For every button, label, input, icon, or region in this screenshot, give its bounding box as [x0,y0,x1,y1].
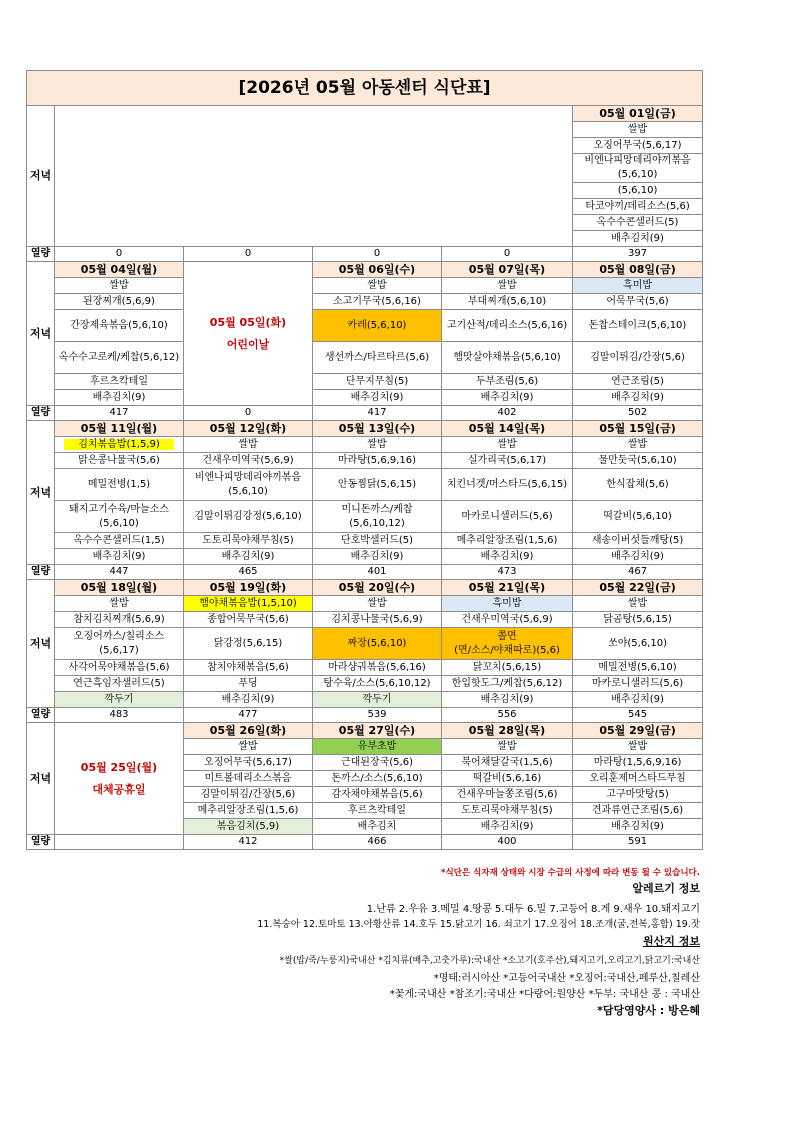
menu-item: 미트볼데리소스볶음 [184,771,313,787]
kcal-value: 556 [442,708,573,723]
kcal-value: 397 [573,247,703,262]
menu-item: 배추김치(9) [442,692,573,708]
menu-item [55,437,184,453]
menu-item: 닭강정(5,6,15) [184,628,313,660]
menu-item: 쌀밥 [55,596,184,612]
menu-item: 견과류연근조림(5,6) [573,803,703,819]
date-cell: 05월 22일(금) [573,580,703,596]
menu-item: 비엔나피망데리야끼볶음(5,6,10) [184,469,313,501]
date-cell: 05월 27일(수) [313,723,442,739]
date-cell: 05월 01일(금) [573,106,703,122]
menu-item: 옥수수고로케/케찹(5,6,12) [55,342,184,374]
allergy-title: 알레르기 정보 [632,882,700,895]
menu-item: 물만둣국(5,6,10) [573,453,703,469]
menu-item: 푸딩 [184,676,313,692]
row-label-dinner: 저녁 [27,106,55,247]
kcal-value: 447 [55,565,184,580]
row-label-dinner: 저녁 [27,723,55,835]
menu-item: 간장제육볶음(5,6,10) [55,310,184,342]
menu-item: 오징어무국(5,6,17) [184,755,313,771]
menu-item: 마카로니샐러드(5,6) [442,501,573,533]
menu-item: 부대찌개(5,6,10) [442,294,573,310]
kcal-value: 402 [442,406,573,421]
menu-item-line: (면/소스/야채따로)(5,6) [454,644,560,656]
date-cell: 05월 15일(금) [573,421,703,437]
allergy-line: 1.난류 2.우유 3.메밀 4.땅콩 5.대두 6.밀 7.고등어 8.게 9.새우 10.돼지고기 [366,904,700,915]
menu-item: 북어채달갈국(1,5,6) [442,755,573,771]
menu-item: 오리훈제머스타드무침 [573,771,703,787]
holiday-label: 어린이날 [226,337,270,351]
holiday-cell [184,262,313,406]
menu-item: 쌀밥 [313,437,442,453]
menu-item: 오징어까스/칠리소스(5,6,17) [55,628,184,660]
menu-item: 떡갈비(5,6,16) [442,771,573,787]
menu-item: 김치콩나물국(5,6,9) [313,612,442,628]
row-label-kcal: 열량 [27,835,55,850]
row-label-dinner: 저녁 [27,421,55,565]
menu-item: 닭곰탕(5,6,15) [573,612,703,628]
menu-item: 후르츠칵테일 [55,374,184,390]
menu-item: 깍두기 [313,692,442,708]
row-label-kcal: 열량 [27,247,55,262]
date-cell: 05월 08일(금) [573,262,703,278]
date-cell: 05월 06일(수) [313,262,442,278]
kcal-value [55,835,184,850]
menu-item: 배추김치(9) [184,549,313,565]
kcal-value: 0 [313,247,442,262]
origin-line: *꽃게:국내산 *참조기:국내산 *다랑어:원양산 *두부: 국내산 콩 : 국내산 [389,989,700,1000]
menu-item: 치킨너겟/머스타드(5,6,15) [442,469,573,501]
menu-item: 연근조림(5) [573,374,703,390]
menu-item: 한식잡채(5,6) [573,469,703,501]
menu-item: 배추김치(9) [55,390,184,406]
holiday-cell [55,723,184,835]
menu-item: 사각어묵야채볶음(5,6) [55,660,184,676]
holiday-date: 05월 25일(월) [80,760,158,774]
menu-item: 쌀밥 [442,437,573,453]
kcal-value: 473 [442,565,573,580]
menu-item: 카레(5,6,10) [313,310,442,342]
date-cell: 05월 13일(수) [313,421,442,437]
menu-item: 유부초밥 [313,739,442,755]
menu-item: 도토리묵야채무침(5) [184,533,313,549]
menu-item: 고구마맛탕(5) [573,787,703,803]
menu-table [26,70,703,850]
menu-item: 쌀밥 [573,739,703,755]
menu-item: 배추김치(9) [573,692,703,708]
menu-item: 배추김치(9) [442,549,573,565]
menu-item: 닭꼬치(5,6,15) [442,660,573,676]
notice-text: *식단은 식자재 상태와 시장 수급의 사정에 따라 변동 될 수 있습니다. [441,868,700,878]
menu-item: 쌀밥 [184,739,313,755]
menu-item: 돈찹스테이크(5,6,10) [573,310,703,342]
menu-item: 마라샹궈볶음(5,6,16) [313,660,442,676]
date-cell: 05월 28일(목) [442,723,573,739]
menu-item: 짜장(5,6,10) [313,628,442,660]
menu-item: 쌀밥 [573,437,703,453]
menu-item [442,628,573,660]
menu-item: 단무지무침(5) [313,374,442,390]
menu-item: 참치김치찌개(5,6,9) [55,612,184,628]
menu-item: 돼지고기수육/마늘소스(5,6,10) [55,501,184,533]
menu-item: 김말이튀김강정(5,6,10) [184,501,313,533]
highlight-text: 김치볶음밥(1,5,9) [64,439,174,450]
kcal-value: 591 [573,835,703,850]
menu-item: 김말이튀김/간장(5,6) [573,342,703,374]
date-cell: 05월 19일(화) [184,580,313,596]
empty-cell [55,106,573,247]
menu-item: 한입핫도그/케찹(5,6,12) [442,676,573,692]
menu-item: 떡갈비(5,6,10) [573,501,703,533]
menu-item: 쌀밥 [573,596,703,612]
row-label-dinner: 저녁 [27,262,55,406]
menu-item: 후르츠칵테일 [313,803,442,819]
date-cell: 05월 04일(월) [55,262,184,278]
menu-item: 소고기무국(5,6,16) [313,294,442,310]
row-label-kcal: 열량 [27,406,55,421]
menu-item: 타코야끼/데리소스(5,6) [573,199,703,215]
menu-item: 쌀밥 [55,278,184,294]
menu-item: 쏘야(5,6,10) [573,628,703,660]
row-label-dinner: 저녁 [27,580,55,708]
holiday-date: 05월 05일(화) [209,315,287,329]
date-cell: 05월 12일(화) [184,421,313,437]
menu-item: 옥수수콘샐러드(1,5) [55,533,184,549]
menu-item: 안동찜닭(5,6,15) [313,469,442,501]
date-cell: 05월 26일(화) [184,723,313,739]
row-label-kcal: 열량 [27,708,55,723]
date-cell: 05월 14일(목) [442,421,573,437]
menu-item: 탕수육/소스(5,6,10,12) [313,676,442,692]
menu-item: 볶음김치(5,9) [184,819,313,835]
menu-item: 된장찌개(5,6,9) [55,294,184,310]
kcal-value: 417 [313,406,442,421]
menu-item: 흑미밥 [442,596,573,612]
menu-item: 배추김치(9) [442,819,573,835]
menu-item: 고기산적/데리소스(5,6,16) [442,310,573,342]
menu-item: 깍두기 [55,692,184,708]
menu-item: 배추김치(9) [55,549,184,565]
kcal-value: 539 [313,708,442,723]
menu-item: 배추김치 [313,819,442,835]
origin-title: 원산지 정보 [643,935,700,948]
date-cell: 05월 20일(수) [313,580,442,596]
kcal-value: 0 [184,247,313,262]
menu-item: 쌀밥 [442,739,573,755]
page-title: [2026년 05월 아동센터 식단표] [27,71,703,106]
menu-item: 마카로니샐러드(5,6) [573,676,703,692]
menu-item: 햄맛살야채볶음(5,6,10) [442,342,573,374]
menu-item: 옥수수콘샐러드(5) [573,215,703,231]
menu-item: 감자채야채볶음(5,6) [313,787,442,803]
kcal-value: 467 [573,565,703,580]
menu-item-line: 쫄면 [497,630,517,642]
menu-item: 쌀밥 [313,596,442,612]
kcal-value: 483 [55,708,184,723]
origin-line: *쌀(밥/죽/누룽지)국내산 *김치류(배추,고춧가루):국내산 *소고기(호주산),돼지고기,오리고기,닭고기:국내산 [279,956,700,966]
menu-item: 메추리알장조림(1,5,6) [184,803,313,819]
menu-item: 참치야채볶음(5,6) [184,660,313,676]
menu-item: 실가리국(5,6,17) [442,453,573,469]
kcal-value: 400 [442,835,573,850]
menu-item: 배추김치(9) [573,390,703,406]
menu-item: 새송이버섯들깨탕(5) [573,533,703,549]
menu-item: 비엔나피망데리야끼볶음(5,6,10) [573,154,703,183]
menu-item: 배추김치(9) [313,549,442,565]
kcal-value: 0 [184,406,313,421]
menu-item: 어묵무국(5,6) [573,294,703,310]
menu-item: 근대된장국(5,6) [313,755,442,771]
menu-item: 종합어묵무국(5,6) [184,612,313,628]
menu-item: 흑미밥 [573,278,703,294]
menu-item: 배추김치(9) [573,231,703,247]
menu-item: 건새우미역국(5,6,9) [442,612,573,628]
kcal-value: 545 [573,708,703,723]
menu-item: 배추김치(9) [573,549,703,565]
menu-item: (5,6,10) [573,183,703,199]
kcal-value: 401 [313,565,442,580]
date-cell: 05월 29일(금) [573,723,703,739]
allergy-line: 11.복숭아 12.토마토 13.아황산류 14.호두 15.닭고기 16. 쇠고기 17.오징어 18.조개(굴,전복,홍합) 19.잣 [257,919,700,930]
kcal-value: 0 [442,247,573,262]
menu-item: 배추김치(9) [573,819,703,835]
kcal-value: 502 [573,406,703,421]
holiday-label: 대체공휴일 [92,782,146,796]
menu-item: 쌀밥 [313,278,442,294]
menu-item: 건새우마늘쫑조림(5,6) [442,787,573,803]
kcal-value: 466 [313,835,442,850]
menu-item: 돈까스/소스(5,6,10) [313,771,442,787]
date-cell: 05월 21일(목) [442,580,573,596]
menu-item: 메밀전병(5,6,10) [573,660,703,676]
menu-item: 맑은콩나물국(5,6) [55,453,184,469]
menu-item: 마라탕(5,6,9,16) [313,453,442,469]
menu-item: 미니돈까스/케찹(5,6,10,12) [313,501,442,533]
menu-item: 오징어무국(5,6,17) [573,138,703,154]
kcal-value: 0 [55,247,184,262]
kcal-value: 465 [184,565,313,580]
date-cell: 05월 11일(월) [55,421,184,437]
date-cell: 05월 18일(월) [55,580,184,596]
kcal-value: 477 [184,708,313,723]
kcal-value: 412 [184,835,313,850]
menu-item: 단호박샐러드(5) [313,533,442,549]
dietitian-text: *담당영양사 : 방은혜 [597,1004,700,1017]
menu-item: 쌀밥 [442,278,573,294]
menu-item: 메밀전병(1,5) [55,469,184,501]
menu-item: 메추리알장조림(1,5,6) [442,533,573,549]
date-cell: 05월 07일(목) [442,262,573,278]
origin-line: *명태:러시아산 *고등어국내산 *오징어:국내산,페루산,칠레산 [433,973,700,984]
menu-item: 김말이튀김/간장(5,6) [184,787,313,803]
row-label-kcal: 열량 [27,565,55,580]
menu-item: 연근흑임자샐러드(5) [55,676,184,692]
menu-item: 햄야채볶음밥(1,5,10) [184,596,313,612]
menu-item: 생선까스/타르타르(5,6) [313,342,442,374]
menu-item: 쌀밥 [573,122,703,138]
menu-item: 배추김치(9) [442,390,573,406]
kcal-value: 417 [55,406,184,421]
menu-item: 마라탕(1,5,6,9,16) [573,755,703,771]
menu-item: 쌀밥 [184,437,313,453]
menu-item: 배추김치(9) [184,692,313,708]
menu-item: 도토리묵야채무침(5) [442,803,573,819]
menu-item: 건새우미역국(5,6,9) [184,453,313,469]
menu-item: 두부조림(5,6) [442,374,573,390]
menu-item: 배추김치(9) [313,390,442,406]
